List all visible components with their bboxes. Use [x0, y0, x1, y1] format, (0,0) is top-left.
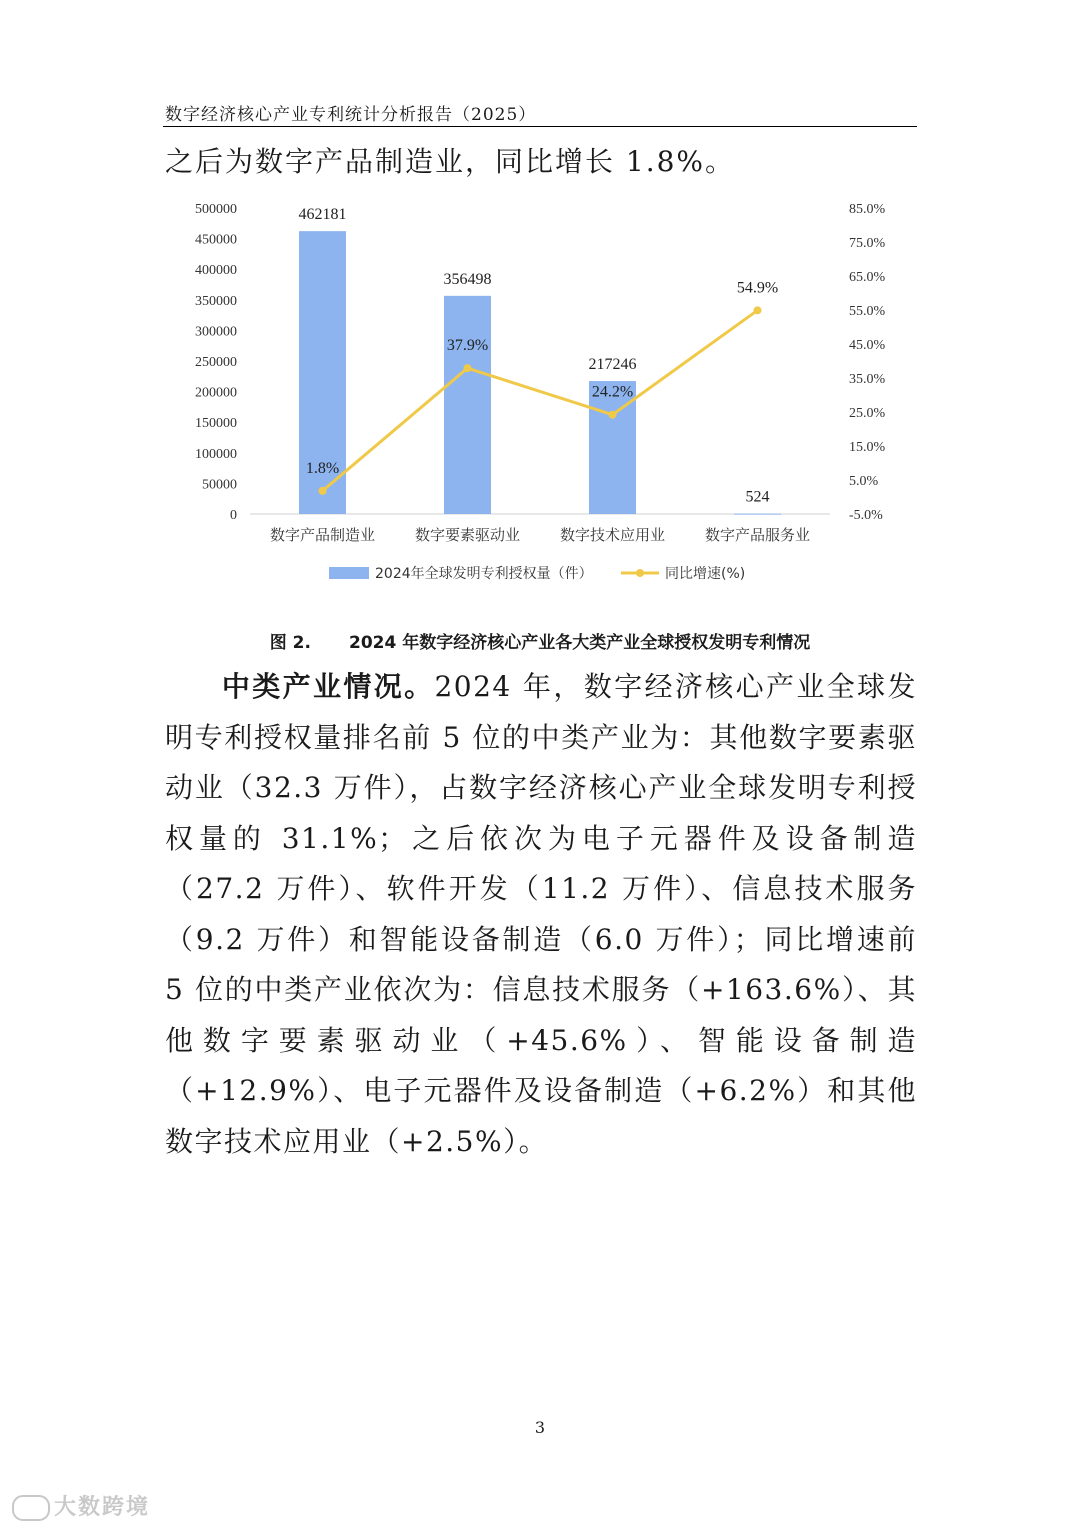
y-left-tick-label: 450000 [195, 232, 237, 248]
y-right-tick-label: -5.0% [849, 508, 883, 523]
y-left-tick-label: 100000 [195, 446, 237, 462]
bar [589, 381, 636, 514]
x-tick-label: 数字产品制造业 [269, 526, 376, 544]
growth-point [609, 411, 617, 419]
bar [444, 296, 491, 514]
y-left-tick-label: 300000 [195, 324, 237, 340]
bar-value-label: 524 [745, 488, 770, 506]
growth-point [754, 306, 762, 314]
intro-line: 之后为数字产品制造业，同比增长 1.8%。 [165, 145, 736, 178]
y-right-tick-label: 25.0% [849, 406, 886, 421]
y-right-tick-label: 55.0% [849, 304, 886, 319]
paragraph-text: 2024 年，数字经济核心产业全球发明专利授权量排名前 5 位的中类产业为：其他数字要素驱动业（32.3 万件），占数字经济核心产业全球发明专利授权量的 31.1%；之后依次为电子元器件及设备制造（27.2 万件）、软件开发（11.2 万件）、信息技术服务（9.2 万件）和智能设备制造（6.0 万件）；同比增速前 5 位的中类产业依次为：信息技术服务（+163.6%）、其他数字要素驱动业（+45.6%）、智能设备制造（+12.9%）、电子元器件及设备制造（+6.2%）和其他数字技术应用业（+2.5%）。 [165, 670, 917, 1158]
combo-chart [165, 192, 915, 597]
legend-line-label: 同比增速(%) [665, 566, 746, 582]
y-left-tick-label: 150000 [195, 416, 237, 432]
y-right-tick-label: 85.0% [849, 202, 886, 217]
chart-container [165, 192, 915, 597]
x-tick-label: 数字技术应用业 [559, 526, 666, 544]
y-left-tick-label: 400000 [195, 263, 237, 279]
figure-caption-text: 2024 年数字经济核心产业各大类产业全球授权发明专利情况 [348, 633, 811, 653]
y-left-tick-label: 50000 [202, 477, 237, 493]
watermark-text: 大数跨境 [54, 1495, 151, 1520]
legend-bar-label: 2024年全球发明专利授权量（件） [375, 566, 593, 582]
y-left-tick-label: 350000 [195, 293, 237, 309]
y-left-tick-label: 200000 [195, 385, 237, 401]
y-left-tick-label: 250000 [195, 355, 237, 370]
growth-value-label: 37.9% [446, 337, 489, 355]
watermark-logo-icon [12, 1495, 50, 1521]
watermark [12, 1490, 150, 1521]
y-right-tick-label: 15.0% [849, 440, 886, 455]
growth-value-label: 24.2% [591, 383, 634, 401]
bar [734, 514, 781, 515]
y-right-tick-label: 65.0% [849, 270, 886, 285]
header-rule [163, 126, 917, 127]
growth-value-label: 1.8% [305, 459, 340, 477]
growth-point [319, 487, 327, 495]
paragraph-lead: 中类产业情况。 [221, 670, 435, 703]
legend-bar-swatch [329, 567, 369, 579]
x-tick-label: 数字产品服务业 [704, 526, 811, 544]
y-right-tick-label: 35.0% [849, 372, 886, 387]
growth-value-label: 54.9% [736, 279, 779, 297]
y-right-tick-label: 75.0% [849, 236, 886, 251]
bar-value-label: 217246 [588, 356, 637, 374]
y-right-tick-label: 45.0% [849, 338, 886, 353]
growth-line [323, 310, 758, 491]
figure-number: 图 2. [269, 633, 311, 653]
growth-point [464, 364, 472, 372]
y-left-tick-label: 500000 [195, 202, 237, 217]
legend-line-marker [636, 569, 644, 577]
page-number: 3 [534, 1418, 546, 1437]
header-title: 数字经济核心产业专利统计分析报告（2025） [165, 105, 537, 125]
y-right-tick-label: 5.0% [849, 474, 879, 489]
body-paragraph [165, 662, 917, 1167]
bar-value-label: 462181 [298, 206, 347, 224]
y-left-tick-label: 0 [230, 508, 237, 523]
figure-caption [0, 628, 1080, 653]
x-tick-label: 数字要素驱动业 [414, 526, 521, 544]
bar-value-label: 356498 [443, 270, 492, 288]
